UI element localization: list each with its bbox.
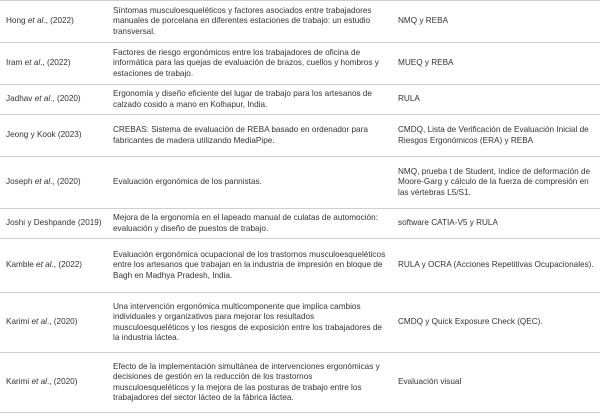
table-row [0, 157, 600, 209]
author-cell: Karimi et al., (2020) [0, 353, 110, 413]
title-cell: Efecto de la implementación simultánea de intervenciones ergonómicas y decisiones de gestión en la reducción de los trastornos musculoesqueléticos y la mejora de las posturas de trabajo entre los trabajadores del sector lácteo de la fábrica láctea. [110, 353, 392, 413]
method-cell: RULA y OCRA (Acciones Repetitivas Ocupacionales). [392, 239, 600, 293]
author-cell: Joshi y Deshpande (2019) [0, 209, 110, 239]
title-cell: Factores de riesgo ergonómicos entre los trabajadores de oficina de informática para las quejas de evaluación de brazos, cuellos y hombros y estaciones de trabajo. [110, 43, 392, 85]
method-cell: RULA [392, 85, 600, 115]
author-cell: Jeong y Kook (2023) [0, 115, 110, 157]
title-cell: Evaluación ergonómica ocupacional de los trastornos musculoesqueléticos entre los artesanos que trabajan en la industria de impresión en bloque de Bagh en Madhya Pradesh, India. [110, 239, 392, 293]
table-row [0, 1, 600, 43]
author-cell: Kamble et al., (2022) [0, 239, 110, 293]
method-cell: MUEQ y REBA [392, 43, 600, 85]
author-cell: Hong et al., (2022) [0, 1, 110, 43]
author-cell: Iram et al., (2022) [0, 43, 110, 85]
title-cell: Evaluación ergonómica de los pannistas. [110, 157, 392, 209]
method-cell: Evaluación visual [392, 353, 600, 413]
method-cell: CMDQ y Quick Exposure Check (QEC). [392, 293, 600, 353]
method-cell: NMQ, prueba t de Student, índice de deformación de Moore-Garg y cálculo de la fuerza de compresión en las vértebras L5/S1. [392, 157, 600, 209]
table-row [0, 293, 600, 353]
title-cell: Síntomas musculoesqueléticos y factores asociados entre trabajadores manuales de porcelana en diferentes estaciones de trabajo: un estudio transversal. [110, 1, 392, 43]
table-row [0, 209, 600, 239]
title-cell: Una intervención ergonómica multicomponente que implica cambios individuales y organizativos para mejorar los resultados musculoesqueléticos y los riesgos de exposición entre los trabajadores de la industria láctea. [110, 293, 392, 353]
table-row [0, 115, 600, 157]
author-cell: Joseph et al., (2020) [0, 157, 110, 209]
table-row [0, 239, 600, 293]
author-cell: Karimi et al., (2020) [0, 293, 110, 353]
table-row [0, 43, 600, 85]
method-cell: CMDQ, Lista de Verificación de Evaluación Inicial de Riesgos Ergonómicos (ERA) y REBA [392, 115, 600, 157]
table-row [0, 85, 600, 115]
method-cell: NMQ y REBA [392, 1, 600, 43]
title-cell: Mejora de la ergonomía en el lapeado manual de culatas de automoción: evaluación y diseño de puestos de trabajo. [110, 209, 392, 239]
table-row [0, 353, 600, 413]
title-cell: Ergonomía y diseño eficiente del lugar de trabajo para los artesanos de calzado cosido a mano en Kolhapur, India. [110, 85, 392, 115]
title-cell: CREBAS: Sistema de evaluación de REBA basado en ordenador para fabricantes de madera utilizando MediaPipe. [110, 115, 392, 157]
method-cell: software CATIA-V5 y RULA [392, 209, 600, 239]
author-cell: Jadhav et al., (2020) [0, 85, 110, 115]
